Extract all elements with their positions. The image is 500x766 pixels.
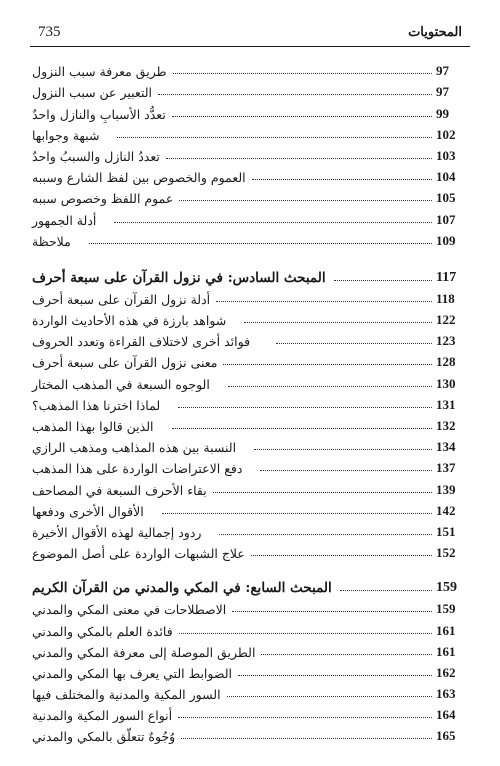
dot-leader <box>213 492 432 493</box>
dot-leader <box>276 343 432 344</box>
entry-title: طريق معرفة سبب النزول <box>32 64 167 80</box>
dot-leader <box>173 73 432 74</box>
toc-entry <box>30 143 470 164</box>
entry-page-number: 152 <box>436 545 456 561</box>
entry-page-number: 134 <box>436 439 456 455</box>
dot-leader <box>261 654 432 655</box>
entry-page-number: 151 <box>436 523 456 539</box>
entry-title: دفع الاعتراضات الواردة على هذا المذهب <box>32 461 243 477</box>
dot-leader <box>172 116 432 117</box>
header-rule <box>30 46 470 47</box>
toc-entry <box>30 79 470 100</box>
dot-leader <box>178 407 432 408</box>
toc-entry <box>30 185 470 206</box>
toc-entry <box>30 617 470 638</box>
entry-title: النسبة بين هذه المذاهب ومذهب الرازي <box>32 440 237 456</box>
toc-entry <box>30 328 470 349</box>
dot-leader <box>179 633 432 634</box>
dot-leader <box>334 280 432 281</box>
dot-leader <box>178 717 432 718</box>
dot-leader <box>117 137 432 138</box>
running-title: المحتويات <box>408 25 462 40</box>
entry-page-number: 139 <box>436 481 456 497</box>
dot-leader <box>219 534 432 535</box>
entry-page-number: 104 <box>436 169 456 185</box>
dot-leader <box>223 364 432 365</box>
entry-title: الطريق الموصلة إلى معرفة المكي والمدني <box>32 644 256 660</box>
toc-entry <box>30 596 470 617</box>
entry-title: الاصطلاحات في معنى المكي والمدني <box>32 602 227 618</box>
entry-title: لماذا اخترنا هذا المذهب؟ <box>32 397 161 413</box>
entry-title: العموم والخصوص بين لفظ الشارع وسببه <box>32 170 246 186</box>
entry-title: شبهة وجوابها <box>32 127 100 143</box>
toc-entry <box>30 660 470 681</box>
dot-leader <box>252 179 432 180</box>
dot-leader <box>260 470 432 471</box>
entry-title: شواهد بارزة في هذه الأحاديث الواردة <box>32 313 227 329</box>
dot-leader <box>238 675 432 676</box>
toc-entry <box>30 370 470 391</box>
dot-leader <box>232 611 432 612</box>
entry-title: الذين قالوا بهذا المذهب <box>32 419 154 434</box>
entry-title: بقاء الأحرف السبعة في المصاحف <box>32 482 207 498</box>
entry-title: أدلة الجمهور <box>32 212 97 228</box>
entry-page-number: 165 <box>436 728 456 744</box>
entry-title: ردود إجمالية لهذه الأقوال الأخيرة <box>32 524 202 540</box>
entry-title: الأقوال الأخرى ودفعها <box>32 503 144 519</box>
toc-entry <box>30 540 470 561</box>
dot-leader <box>227 696 432 697</box>
entry-title: السور المكية والمدنية والمختلف فيها <box>32 687 221 703</box>
entry-page-number: 131 <box>436 396 456 412</box>
toc-entry <box>30 639 470 660</box>
entry-page-number: 107 <box>436 211 456 227</box>
entry-page-number: 142 <box>436 502 456 518</box>
entry-page-number: 103 <box>436 147 456 163</box>
toc-entry <box>30 702 470 723</box>
entry-page-number: 109 <box>436 232 456 248</box>
page-number: 735 <box>38 24 61 40</box>
dot-leader <box>181 738 432 739</box>
entry-page-number: 162 <box>436 664 456 680</box>
toc-entry <box>30 413 470 434</box>
entry-title: تعددُ النازل والسببُ واحدٌ <box>32 148 160 164</box>
entry-title: الوجوه السبعة في المذهب المختار <box>32 376 210 392</box>
entry-page-number: 132 <box>436 418 456 433</box>
entry-title: المبحث السابع: في المكي والمدني من القرآن الكريم <box>32 580 332 597</box>
dot-leader <box>89 243 432 244</box>
dot-leader <box>254 449 432 450</box>
entry-page-number: 137 <box>436 460 456 476</box>
toc-entry <box>30 519 470 540</box>
dot-leader <box>114 222 432 223</box>
entry-page-number: 128 <box>436 354 456 370</box>
toc-entry <box>30 307 470 328</box>
dot-leader <box>158 94 432 95</box>
entry-title: علاج الشبهات الواردة على أصل الموضوع <box>32 546 245 562</box>
dot-leader <box>340 590 432 591</box>
entry-page-number: 159 <box>436 580 457 596</box>
entry-title: التعبير عن سبب النزول <box>32 85 153 101</box>
entry-title: المبحث السادس: في نزول القرآن على سبعة أحرف <box>32 269 326 286</box>
toc-entry <box>30 349 470 370</box>
toc-entry <box>30 164 470 185</box>
entry-page-number: 97 <box>436 84 449 100</box>
table-of-contents <box>30 58 470 744</box>
entry-title: وُجُوهٌ تتعلّق بالمكي والمدني <box>32 729 176 745</box>
entry-page-number: 99 <box>436 105 449 121</box>
entry-page-number: 118 <box>436 290 455 306</box>
entry-page-number: 97 <box>436 63 449 79</box>
dot-leader <box>179 200 432 201</box>
entry-page-number: 163 <box>436 686 456 702</box>
entry-page-number: 159 <box>436 601 456 617</box>
entry-title: فوائد أخرى لاختلاف القراءة وتعدد الحروف <box>32 334 251 350</box>
dot-leader <box>251 555 432 556</box>
toc-entry <box>30 100 470 121</box>
entry-page-number: 102 <box>436 126 456 142</box>
toc-entry <box>30 58 470 79</box>
toc-entry <box>30 122 470 143</box>
page-header <box>30 22 470 44</box>
entry-page-number: 161 <box>436 643 456 659</box>
entry-title: معنى نزول القرآن على سبعة أحرف <box>32 355 218 371</box>
entry-title: ملاحظة <box>32 233 71 249</box>
entry-title: أنواع السور المكية والمدنية <box>32 708 173 724</box>
toc-entry <box>30 228 470 249</box>
toc-entry <box>30 681 470 702</box>
toc-entry <box>30 476 470 497</box>
entry-page-number: 105 <box>436 190 456 206</box>
entry-page-number: 123 <box>436 333 456 349</box>
toc-entry <box>30 498 470 519</box>
toc-entry <box>30 455 470 476</box>
section-heading <box>30 567 470 596</box>
entry-title: عموم اللفظ وخصوص سببه <box>32 191 174 207</box>
entry-page-number: 130 <box>436 375 456 391</box>
dot-leader <box>172 428 433 429</box>
toc-entry <box>30 206 470 227</box>
entry-title: تعدُّد الأسبابِ والنازل واحدٌ <box>32 106 166 122</box>
entry-page-number: 117 <box>436 269 457 285</box>
entry-page-number: 161 <box>436 622 456 638</box>
entry-title: أدلة نزول القرآن على سبعة أحرف <box>32 291 211 307</box>
dot-leader <box>228 386 432 387</box>
entry-title: الضوابط التي يعرف بها المكي والمدني <box>32 665 232 681</box>
section-heading <box>30 257 470 286</box>
dot-leader <box>166 158 432 159</box>
dot-leader <box>244 322 432 323</box>
dot-leader <box>162 513 432 514</box>
entry-page-number: 164 <box>436 707 456 723</box>
dot-leader <box>216 301 432 302</box>
toc-entry <box>30 723 470 744</box>
toc-entry <box>30 392 470 413</box>
toc-entry <box>30 286 470 307</box>
entry-title: فائدة العلم بالمكي والمدني <box>32 623 173 639</box>
toc-entry <box>30 434 470 455</box>
entry-page-number: 122 <box>436 312 456 328</box>
